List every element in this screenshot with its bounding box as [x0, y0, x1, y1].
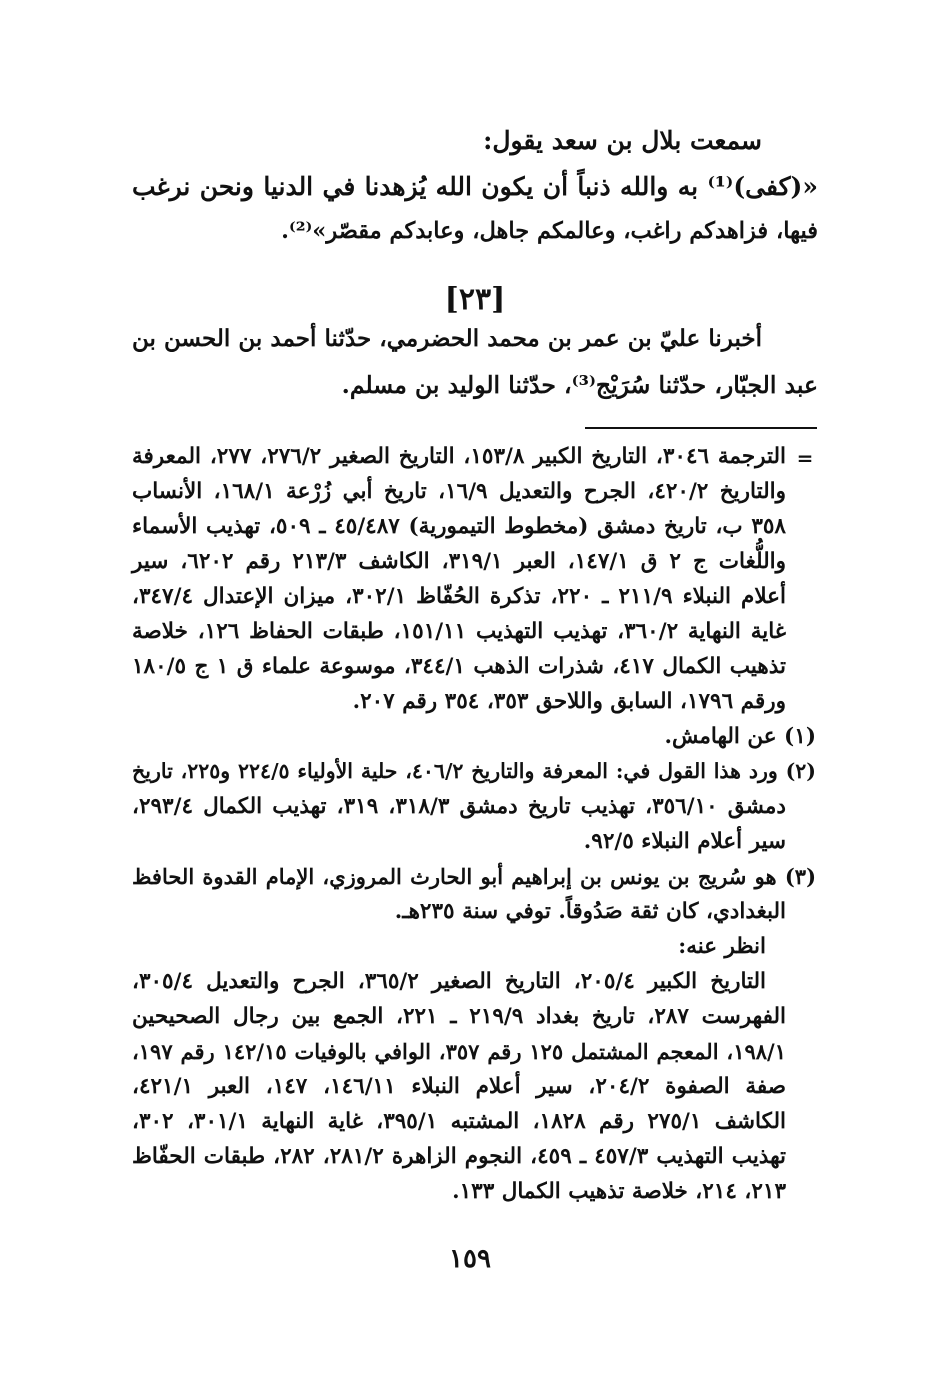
footnote-3-line: البغدادي، كان ثقة صَدُوقاً. توفي سنة ٢٣٥هـ.: [394, 899, 786, 924]
footnote-3-see: انظر عنه:: [678, 934, 766, 959]
quote-line: فيها، فزاهدكم راغب، وعالمكم جاهل، وعابدكم مقصّر»⁽²⁾.: [281, 218, 818, 244]
footnote-3-ref-line: تهذيب التهذيب ٤٥٧/٣ ـ ٤٥٩، النجوم الزاهرة ٢٨١/٢، ٢٨٢، طبقات الحفّاظ: [132, 1144, 786, 1169]
footnote-line: أعلام النبلاء ٢١١/٩ ـ ٢٢٠، تذكرة الحُفّاظ ٣٠٢/١، ميزان الإعتدال ٣٤٧/٤،: [132, 584, 786, 609]
footnote-line: واللُّغات ج ٢ ق ١٤٧/١، العبر ٣١٩/١، الكاشف ٢١٣/٣ رقم ٦٢٠٢، سير: [132, 549, 786, 574]
footnote-3-ref-line: ١٩٨/١، المعجم المشتمل ١٢٥ رقم ٣٥٧، الوافي بالوفيات ١٤٢/١٥ رقم ١٩٧،: [132, 1039, 786, 1064]
quote-line: «(كفى)⁽¹⁾ به والله ذنباً أن يكون الله يُزهدنا في الدنيا ونحن نرغب: [132, 172, 818, 201]
intro-line: سمعت بلال بن سعد يقول:: [483, 126, 762, 155]
footnote-line: الترجمة ٣٠٤٦، التاريخ الكبير ١٥٣/٨، التاريخ الصغير ٢٧٦/٢، ٢٧٧، المعرفة: [132, 444, 786, 469]
footnote-line: ٣٥٨ ب، تاريخ دمشق (مخطوط التيمورية) ٤٥/٤٨٧ ـ ٥٠٩، تهذيب الأسماء: [132, 514, 786, 539]
footnote-2-line: (٢) ورد هذا القول في: المعرفة والتاريخ ٤٠٦/٢، حلية الأولياء ٢٢٤/٥ و٢٢٥، تاريخ: [132, 759, 816, 783]
footnote-3-line: (٣) هو سُريج بن يونس بن إبراهيم أبو الحارث المروزي، الإمام القدوة الحافظ: [132, 864, 816, 889]
footnote-3-ref-line: الفهرست ٢٨٧، تاريخ بغداد ٢١٩/٩ ـ ٢٢١، الجمع بين رجال الصحيحين: [132, 1004, 786, 1029]
footnote-line: والتاريخ ٤٢٠/٢، الجرح والتعديل ١٦/٩، تاريخ أبي زُرْعة ١٦٨/١، الأنساب: [132, 479, 786, 504]
isnad-line: أخبرنا عليّ بن عمر بن محمد الحضرمي، حدّثنا أحمد بن الحسن بن: [132, 325, 762, 352]
footnote-line: ورقم ١٧٩٦، السابق واللاحق ٣٥٣، ٣٥٤ رقم ٢٠٧.: [352, 689, 786, 714]
footnote-line: تذهيب الكمال ٤١٧، شذرات الذهب ٣٤٤/١، موسوعة علماء ق ١ ج ١٨٠/٥: [132, 654, 786, 679]
isnad-line: عبد الجبّار، حدّثنا سُرَيْج⁽³⁾، حدّثنا الوليد بن مسلم.: [341, 371, 818, 399]
section-number: [٢٣]: [444, 282, 506, 317]
footnote-3-ref-line: صفة الصفوة ٢٠٤/٢، سير أعلام النبلاء ١٤٦/١١، ١٤٧، العبر ٤٢١/١،: [132, 1074, 787, 1099]
footnote-3-ref-line: التاريخ الكبير ٢٠٥/٤، التاريخ الصغير ٣٦٥/٢، الجرح والتعديل ٣٠٥/٤،: [132, 969, 767, 994]
footnote-3-ref-line: ٢١٣، ٢١٤، خلاصة تذهيب الكمال ١٣٣.: [452, 1179, 786, 1204]
footnote-2-line: سير أعلام النبلاء ٩٢/٥.: [583, 829, 786, 854]
continuation-mark: =: [796, 446, 814, 470]
footnote-3-ref-line: الكاشف ٢٧٥/١ رقم ١٨٢٨، المشتبه ٣٩٥/١، غاية النهاية ٣٠١/١، ٣٠٢،: [132, 1109, 786, 1134]
footnote-separator: [585, 427, 817, 429]
footnote-2-line: دمشق ٣٥٦/١٠، تهذيب تاريخ دمشق ٣١٨/٣، ٣١٩، تهذيب الكمال ٢٩٣/٤،: [132, 794, 786, 819]
footnote-1: (١) عن الهامش.: [664, 724, 816, 749]
footnote-line: غاية النهاية ٣٦٠/٢، تهذيب التهذيب ١٥١/١١، طبقات الحفاظ ١٢٦، خلاصة: [132, 619, 786, 644]
page-number: ١٥٩: [449, 1244, 491, 1274]
